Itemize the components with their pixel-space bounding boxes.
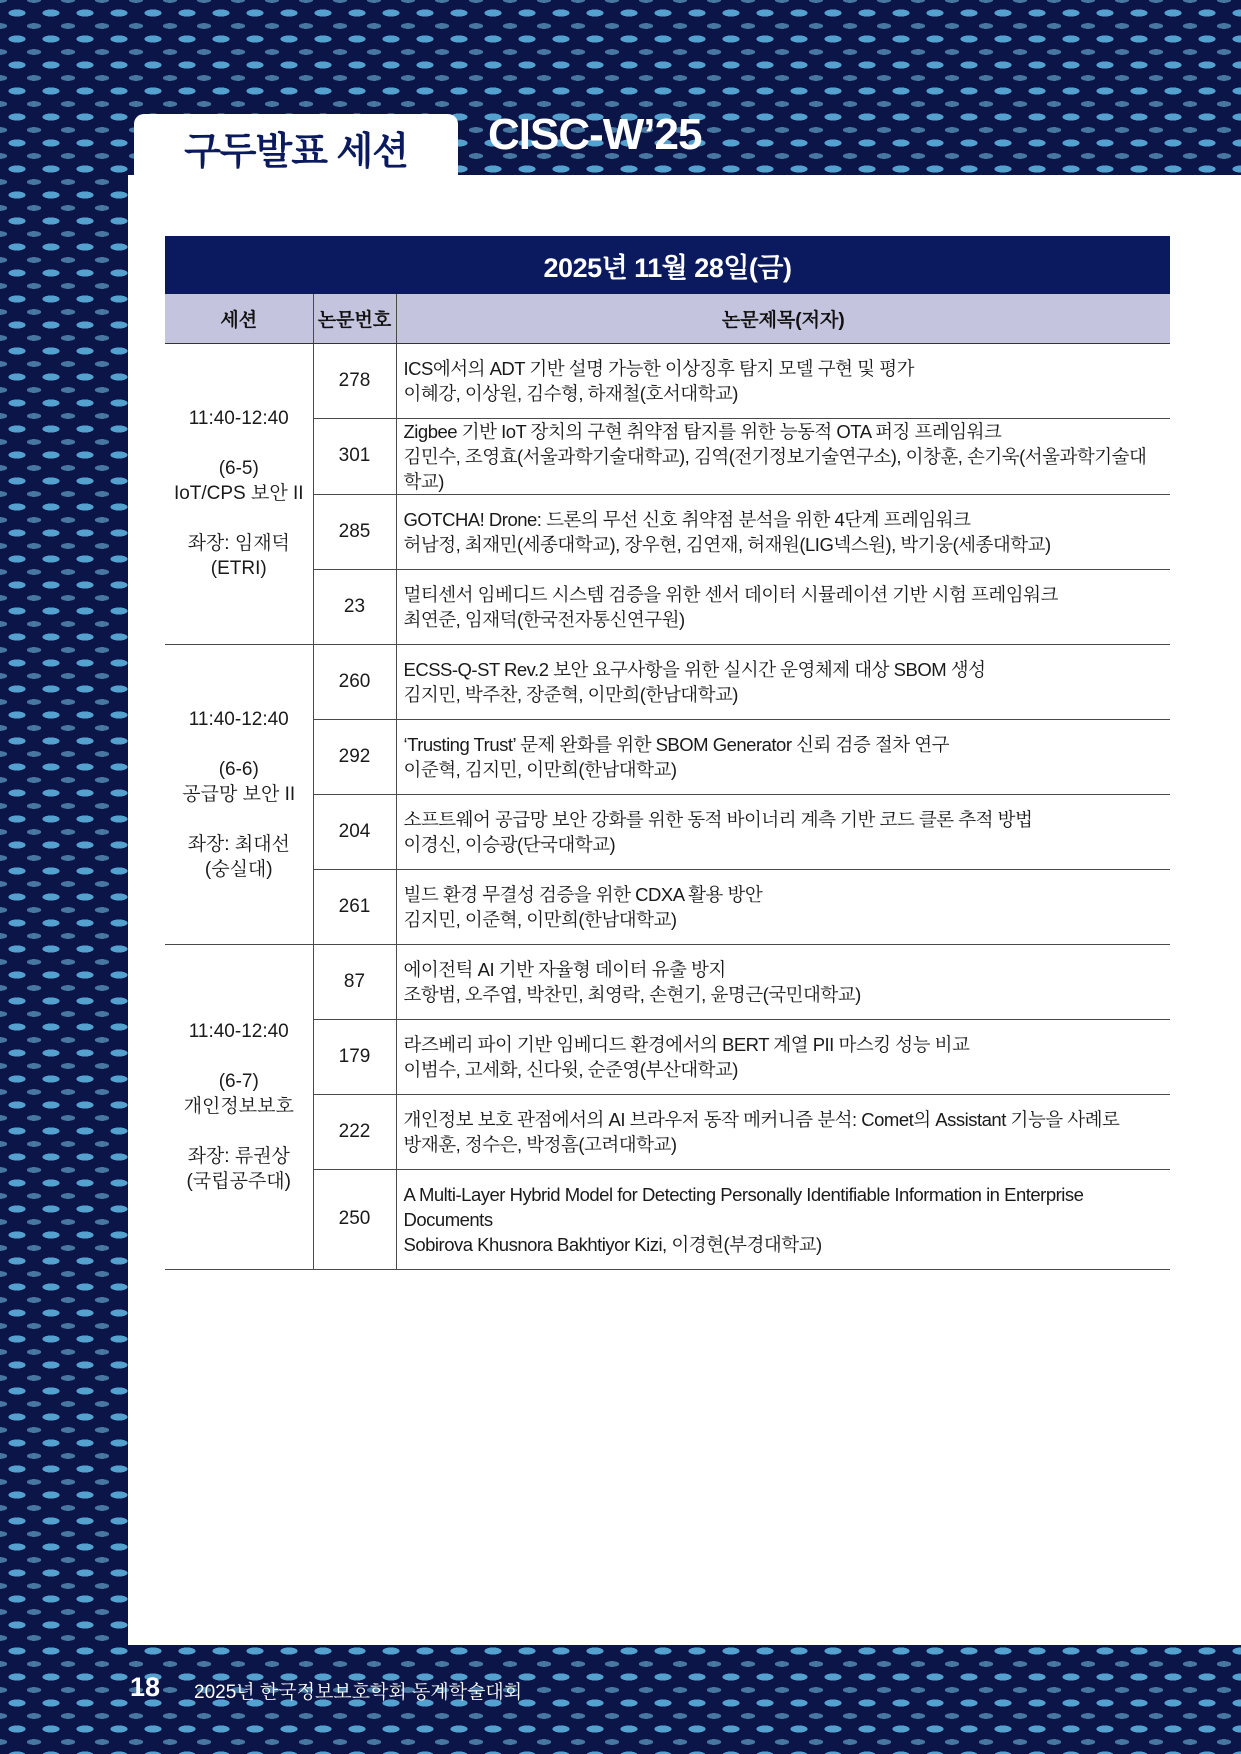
paper-number: 250 (313, 1169, 396, 1269)
session-name: IoT/CPS 보안 II (173, 483, 304, 504)
session-code: (6-7) (218, 1071, 259, 1092)
session-time: 11:40-12:40 (188, 1021, 289, 1042)
session-code: (6-6) (218, 758, 259, 780)
paper-authors: Sobirova Khusnora Bakhtiyor Kizi, 이경현(부경대학교) (403, 1233, 822, 1255)
paper-authors: 허남정, 최재민(세종대학교), 장우현, 김연재, 허재원(LIG넥스원), 박기웅(세종대학교) (403, 533, 1051, 555)
table-row (165, 418, 1170, 494)
paper-cell (396, 644, 1170, 719)
table-row (165, 719, 1170, 794)
footer-event-title: 2025년 한국정보보호학회 동계학술대회 (194, 1682, 523, 1703)
paper-title: 소프트웨어 공급망 보안 강화를 위한 동적 바이너리 계측 기반 코드 클론 추적 방법 (403, 808, 1033, 830)
page-number: 18 (130, 1672, 161, 1702)
paper-number: 179 (313, 1019, 396, 1094)
session-code: (6-5) (218, 458, 259, 479)
paper-cell (396, 719, 1170, 794)
paper-number: 23 (313, 569, 396, 644)
section-title: 구두발표 세션 (184, 130, 408, 173)
schedule-table (165, 236, 1170, 1270)
session-name: 개인정보보호 (183, 1096, 294, 1117)
session-cell (165, 343, 313, 644)
paper-title: 에이전틱 AI 기반 자율형 데이터 유출 방지 (403, 958, 726, 980)
table-row (165, 794, 1170, 869)
paper-number: 301 (313, 418, 396, 494)
paper-title: GOTCHA! Drone: 드론의 무선 신호 취약점 분석을 위한 4단계 프레임워크 (403, 508, 971, 530)
session-time: 11:40-12:40 (188, 708, 289, 730)
table-row (165, 1094, 1170, 1169)
paper-authors: 이혜강, 이상원, 김수형, 하재철(호서대학교) (403, 382, 738, 404)
table-row (165, 869, 1170, 944)
paper-title: Zigbee 기반 IoT 장치의 구현 취약점 탐지를 위한 능동적 OTA 퍼징 프레임워크 (403, 420, 1002, 442)
schedule-date: 2025년 11월 28일(금) (165, 236, 1170, 294)
brand-title: CISC-W’25 (488, 110, 702, 159)
table-row (165, 569, 1170, 644)
paper-authors: 방재훈, 정수은, 박정흠(고려대학교) (403, 1133, 677, 1155)
session-chair: 좌장: 임재덕 (187, 533, 290, 554)
paper-authors: 조항범, 오주엽, 박찬민, 최영락, 손현기, 윤명근(국민대학교) (403, 983, 861, 1005)
paper-authors: 김민수, 조영효(서울과학기술대학교), 김역(전기정보기술연구소), 이창훈, 손기욱(서울과학기술대학교) (403, 445, 1147, 492)
paper-number: 261 (313, 869, 396, 944)
column-header-row (165, 294, 1170, 343)
session-chair-affiliation: (숭실대) (204, 858, 273, 880)
paper-authors: 이준혁, 김지민, 이만희(한남대학교) (403, 758, 677, 780)
paper-authors: 최연준, 임재덕(한국전자통신연구원) (403, 608, 685, 630)
session-time: 11:40-12:40 (188, 408, 289, 429)
table-row (165, 644, 1170, 719)
session-chair-affiliation: (국립공주대) (186, 1171, 291, 1192)
date-row (165, 236, 1170, 294)
paper-cell (396, 869, 1170, 944)
paper-number: 278 (313, 343, 396, 418)
paper-title: 개인정보 보호 관점에서의 AI 브라우저 동작 메커니즘 분석: Comet의 Assistant 기능을 사례로 (403, 1108, 1120, 1130)
paper-cell (396, 944, 1170, 1019)
paper-title: 라즈베리 파이 기반 임베디드 환경에서의 BERT 계열 PII 마스킹 성능 비교 (403, 1033, 970, 1055)
paper-number: 292 (313, 719, 396, 794)
section-tab (134, 114, 458, 180)
session-chair-affiliation: (ETRI) (210, 558, 267, 579)
paper-cell (396, 494, 1170, 569)
paper-number: 204 (313, 794, 396, 869)
paper-number: 222 (313, 1094, 396, 1169)
paper-authors: 이경신, 이승광(단국대학교) (403, 833, 616, 855)
paper-cell (396, 794, 1170, 869)
session-cell (165, 944, 313, 1269)
session-name: 공급망 보안 II (182, 783, 296, 805)
table-row (165, 494, 1170, 569)
paper-cell (396, 418, 1170, 494)
paper-cell (396, 1169, 1170, 1269)
paper-title: 멀티센서 임베디드 시스템 검증을 위한 센서 데이터 시뮬레이션 기반 시험 프레임워크 (403, 583, 1058, 605)
session-cell (165, 644, 313, 944)
paper-number: 87 (313, 944, 396, 1019)
session-chair: 좌장: 최대선 (187, 833, 290, 855)
table-row (165, 1019, 1170, 1094)
paper-cell (396, 569, 1170, 644)
paper-title: ‘Trusting Trust’ 문제 완화를 위한 SBOM Generator 신뢰 검증 절차 연구 (403, 733, 950, 755)
paper-authors: 김지민, 이준혁, 이만희(한남대학교) (403, 908, 677, 930)
paper-cell (396, 1094, 1170, 1169)
table-row (165, 944, 1170, 1019)
paper-title: ICS에서의 ADT 기반 설명 가능한 이상징후 탐지 모델 구현 및 평가 (403, 357, 914, 379)
paper-authors: 김지민, 박주찬, 장준혁, 이만희(한남대학교) (403, 683, 738, 705)
paper-number: 260 (313, 644, 396, 719)
paper-authors: 이범수, 고세화, 신다윗, 순준영(부산대학교) (403, 1058, 738, 1080)
paper-cell (396, 343, 1170, 418)
paper-title: 빌드 환경 무결성 검증을 위한 CDXA 활용 방안 (403, 883, 763, 905)
table-row (165, 1169, 1170, 1269)
column-header-paper-no: 논문번호 (313, 294, 396, 343)
column-header-paper-title: 논문제목(저자) (396, 294, 1170, 343)
session-chair: 좌장: 류권상 (187, 1146, 290, 1167)
paper-number: 285 (313, 494, 396, 569)
table-row (165, 343, 1170, 418)
column-header-session: 세션 (165, 294, 313, 343)
paper-title: A Multi-Layer Hybrid Model for Detecting Personally Identifiable Information in Enterprise Documents (403, 1183, 1084, 1230)
paper-title: ECSS-Q-ST Rev.2 보안 요구사항을 위한 실시간 운영체제 대상 SBOM 생성 (403, 658, 986, 680)
paper-cell (396, 1019, 1170, 1094)
